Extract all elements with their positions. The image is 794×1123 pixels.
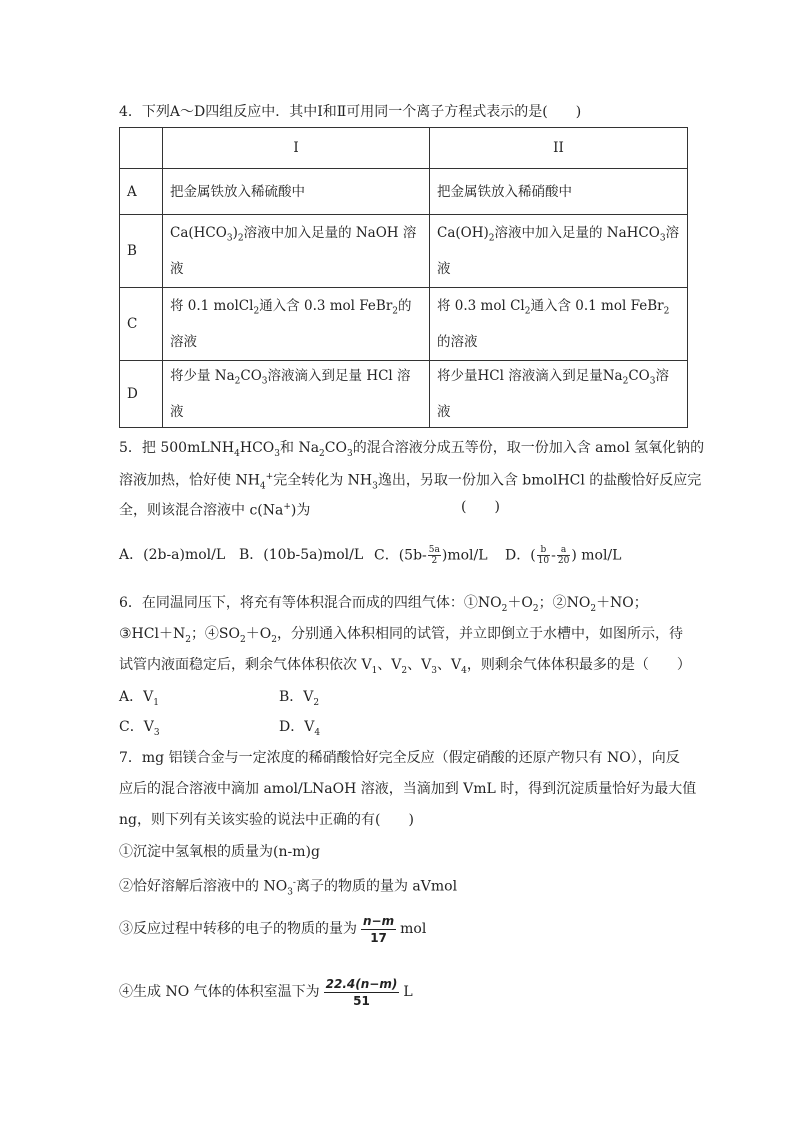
q5-option-d: D．( $\frac{b}{10}$ - $\frac{a}{20}$ ) mol/L (505, 545, 622, 566)
table-row (120, 215, 688, 288)
q6-option-b: B．$V_2$ (279, 689, 320, 708)
q7-line-1: 7．mg 铝镁合金与一定浓度的稀硝酸恰好完全反应（假定硝酸的还原产物只有 NO），向反 (119, 750, 680, 766)
q7-statement-4: ④生成 NO 气体的体积室温下为 $\frac{22.4(n-m)}{51}$ L (119, 976, 413, 1008)
q6-line-3: 试管内液面稳定后，剩余气体体积依次 $V_1$、$V_2$、$V_3$、$V_4$，则剩余气体体积最多的是（ ） (119, 657, 691, 676)
row-label: D (120, 361, 163, 428)
fraction: $\frac{n-m}{17}$ (363, 913, 395, 945)
q5-option-a: A．(2b-a)mol/L (119, 547, 226, 563)
table-row (120, 361, 688, 428)
table-row (120, 288, 688, 361)
row-label: B (120, 215, 163, 288)
cell-i: 将少量 $Na_2CO_3$溶液滴入到足量 HCl 溶液 (163, 361, 430, 428)
q7-statement-3: ③反应过程中转移的电子的物质的量为 $\frac{n-m}{17}$ mol (119, 913, 427, 945)
cell-i: 将 0.1 molCl$_2$通入含 0.3 mol FeBr$_2$的溶液 (163, 288, 430, 361)
q4-table (119, 127, 688, 428)
fraction: $\frac{a}{20}$ (557, 545, 570, 566)
q5-option-b: B．(10b-5a)mol/L (239, 547, 364, 563)
fraction: $\frac{b}{10}$ (537, 545, 550, 566)
q7-line-2: 应后的混合溶液中滴加 amol/LNaOH 溶液，当滴加到 VmL 时，得到沉淀质量恰好为最大值 (119, 781, 697, 797)
q5-answer-blank: ( ) (461, 499, 500, 515)
q7-statement-2: ②恰好溶解后溶液中的 $NO_3^-$离子的物质的量为 aVmol (119, 878, 458, 898)
cell-ii: 把金属铁放入稀硝酸中 (430, 169, 688, 215)
q6-option-d: D．$V_4$ (279, 719, 321, 738)
header-col-ii: II (430, 128, 688, 169)
row-label: A (120, 169, 163, 215)
q6-option-c: C．$V_3$ (119, 719, 160, 738)
q6-option-a: A．$V_1$ (119, 689, 159, 708)
cell-i: 把金属铁放入稀硫酸中 (163, 169, 430, 215)
q6-line-1: 6．在同温同压下，将充有等体积混合而成的四组气体：$①NO_2+O_2$；$②NO_2+NO$； (119, 595, 648, 614)
row-label: C (120, 288, 163, 361)
cell-ii: 将少量HCl 溶液滴入到足量$Na_2CO_3$溶液 (430, 361, 688, 428)
q5-line-1: 5．把 $500mLNH_4HCO_3$和 $Na_2CO_3$的混合溶液分成五等份，取一份加入含 amol 氢氧化钠的 (119, 440, 705, 459)
cell-ii: 将 0.3 mol $Cl_2$通入含 0.1 mol FeBr$_2$的溶液 (430, 288, 688, 361)
table-header-row (120, 128, 688, 169)
q7-line-3: ng，则下列有关该实验的说法中正确的有( ) (119, 812, 414, 828)
fraction: $\frac{22.4(n-m)}{51}$ (325, 976, 398, 1008)
q5-line-3: 全，则该混合溶液中 c(Na+)为 (119, 502, 311, 519)
q6-line-2: $③HCl+N_2$；$④SO_2+O_2$，分别通入体积相同的试管，并立即倒立于水槽中，如图所示，待 (119, 626, 683, 645)
table-row (120, 169, 688, 215)
q5-option-c: C．(5b- $\frac{5a}{2}$ )mol/L (374, 545, 488, 566)
fraction: $\frac{5a}{2}$ (428, 545, 440, 566)
header-col-i: I (163, 128, 430, 169)
cell-i: $Ca(HCO_3)_2$溶液中加入足量的 NaOH 溶液 (163, 215, 430, 288)
header-blank-cell (120, 128, 163, 169)
q5-line-2: 溶液加热，恰好使 $NH_4^+$完全转化为 $NH_3$逸出，另取一份加入含 bmolHCl 的盐酸恰好反应完 (119, 472, 702, 492)
cell-ii: $Ca(OH)_2$溶液中加入足量的 NaHCO$_3$溶液 (430, 215, 688, 288)
q4-stem: 4．下列A～D四组反应中．其中Ⅰ和Ⅱ可用同一个离子方程式表示的是( ) (119, 104, 582, 120)
q7-statement-1: ①沉淀中氢氧根的质量为(n-m)g (119, 844, 320, 860)
